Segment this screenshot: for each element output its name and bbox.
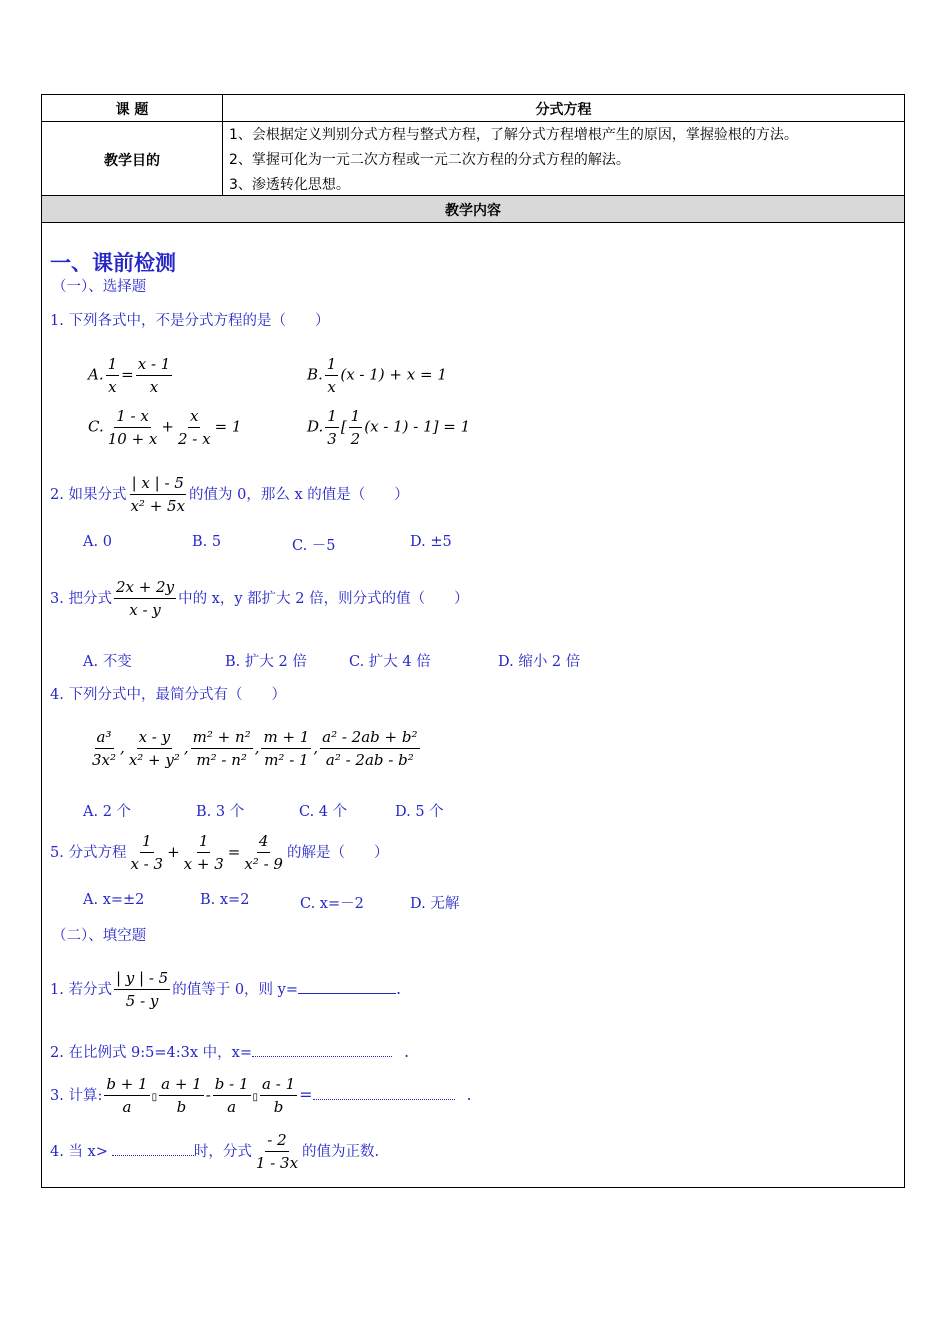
goal-label: 教学目的 [104,153,160,169]
q3-stem [50,576,469,621]
stem-text: 的解是（ ） [286,845,389,861]
row-divider [42,121,904,122]
denominator: 1 - 3x [255,1154,299,1172]
numerator: b - 1 [213,1073,251,1096]
math-text: [ [340,417,347,436]
denominator: m² - n² [196,751,247,769]
denominator: 3x² [92,751,117,769]
denominator: a [227,1098,237,1116]
numerator: m² + n² [191,726,253,749]
content-label: 教学内容 [445,203,501,219]
denominator: x² + y² [128,751,180,769]
topic-value: 分式方程 [535,102,592,118]
q3-option-b: B. 扩大 2 倍 [225,654,307,670]
goal-item: 3、渗透转化思想。 [229,177,350,193]
answer-blank[interactable] [252,1056,392,1057]
math-text: = 1 [214,417,242,436]
q4-option-b: B. 3 个 [196,804,245,820]
f4-stem [50,1129,379,1174]
q3-option-c: C. 扩大 4 倍 [349,654,431,670]
math-text: = [227,843,241,861]
stem-text: 3. 计算: [50,1088,103,1104]
goal-item: 2、掌握可化为一元二次方程或一元二次方程的分式方程的解法。 [229,152,630,168]
q3-option-d: D. 缩小 2 倍 [498,654,581,670]
stem-text: 的值为正数. [302,1144,380,1160]
math-text: (x - 1) + x = 1 [340,365,447,384]
q1-option-a: A. $\frac{1}{x}$ = $\frac{x - 1}{x}$ [88,355,171,396]
part2-title: （二）、填空题 [52,928,147,944]
stem-text: 3. 把分式 [50,591,112,607]
numerator: b + 1 [104,1073,149,1096]
denominator: 10 + x [107,430,158,448]
numerator: 4 [257,830,271,853]
denominator: 3 [327,430,337,448]
numerator: x - 1 [136,353,173,376]
section-title: 一、课前检测 [50,251,176,275]
q5-option-b: B. x=2 [200,892,250,908]
q4-option-c: C. 4 个 [299,804,348,820]
numerator: a - 1 [260,1073,297,1096]
numerator: 1 [197,830,211,853]
numerator: x [188,405,200,428]
q1-option-b [307,353,447,398]
option-label: D. [307,417,324,436]
f2-stem [50,1041,409,1062]
q2-option-a: A. 0 [83,534,112,550]
f1-stem [50,967,401,1012]
numerator: a² - 2ab + b² [320,726,419,749]
math-text: ▯ [151,1092,158,1103]
denominator: 2 - x [177,430,211,448]
denominator: a [122,1098,132,1116]
q2-option-d: D. ±5 [410,534,452,550]
q2-option-c: C. －5 [292,538,336,554]
math-text: (x - 1) - 1] = 1 [364,417,471,436]
numerator: | y | - 5 [114,967,170,990]
goal-item: 1、会根据定义判别分式方程与整式方程，了解分式方程增根产生的原因，掌握验根的方法。 [229,127,798,143]
q1-option-c: C. $\frac{1 - x}{10 + x}$ + $\frac{x}{2 - x}$ = 1 [88,407,242,448]
stem-text: 2. 在比例式 9:5=4:3x 中，x= [50,1045,252,1061]
stem-text: . [404,1042,410,1061]
stem-text: . [466,1085,472,1104]
q5-option-a: A. x=±2 [83,892,145,908]
stem-text: 中的 x，y 都扩大 2 倍，则分式的值（ ） [178,591,469,607]
row-divider [42,222,904,223]
stem-text: 时，分式 [193,1144,252,1160]
denominator: a² - 2ab - b² [325,751,414,769]
stem-text: 5. 分式方程 [50,845,127,861]
stem-text: 4. 当 x> [50,1144,108,1160]
numerator: 1 - x [114,405,151,428]
q5-option-d: D. 无解 [410,896,460,912]
answer-blank[interactable] [298,993,396,994]
denominator: 5 - y [125,992,159,1010]
numerator: | x | - 5 [130,472,186,495]
lesson-table [41,94,905,1188]
numerator: x - y [137,726,173,749]
f3-stem [50,1073,472,1118]
denominator: x² - 9 [244,855,283,873]
numerator: 1 [349,405,363,428]
math-text: + [167,843,180,861]
q5-stem [50,830,388,875]
numerator: 1 [140,830,154,853]
numerator: 1 [325,353,339,376]
numerator: a + 1 [159,1073,204,1096]
denominator: x - 3 [130,855,164,873]
q1-stem: 1. 下列各式中，不是分式方程的是（ ） [50,313,330,329]
topic-label: 课 题 [115,102,149,118]
math-text: - [205,1086,211,1104]
math-text: ▯ [252,1092,259,1103]
option-label: C. [88,417,104,436]
part1-title: （一）、选择题 [52,279,147,295]
denominator: x [149,378,159,396]
q4-fractions: $\frac{\text{a³}}{\text{3x²}}$ , $\frac{x - y}{\text{x² + y²}}$ , $\frac{\text{m² + n²}}{\text{m² - n²}}$ , $\frac{m + 1}{\text{m² - 1}}$ , $\frac{\text{a² - 2ab + b²}}{\text{a² - 2ab - b²}}$ [92,728,418,769]
denominator: x [108,378,117,396]
answer-blank[interactable] [313,1099,455,1100]
q1-option-d [307,405,470,450]
stem-text: 的值等于 0，则 y= [172,982,299,998]
numerator: a³ [95,726,114,749]
stem-text: 1. 若分式 [50,982,112,998]
denominator: x - y [129,601,161,619]
denominator: m² - 1 [264,751,309,769]
option-label: A. [88,365,104,384]
q4-stem: 4. 下列分式中，最简分式有（ ） [50,687,286,703]
denominator: x + 3 [183,855,224,873]
q2-option-b: B. 5 [192,534,222,550]
stem-text: . [396,979,402,998]
numerator: m + 1 [261,726,311,749]
numerator: 2x + 2y [114,576,176,599]
q5-option-c: C. x=－2 [300,896,364,912]
numerator: 1 [325,405,339,428]
q4-option-d: D. 5 个 [395,804,444,820]
q4-option-a: A. 2 个 [83,804,132,820]
denominator: b [273,1098,284,1116]
q3-option-a: A. 不变 [83,654,132,670]
stem-text: 2. 如果分式 [50,487,127,503]
denominator: x [327,378,336,396]
numerator: 1 [106,353,120,376]
denominator: 2 [350,430,361,448]
numerator: - 2 [265,1129,288,1152]
option-label: B. [307,365,323,384]
answer-blank[interactable] [112,1155,194,1156]
denominator: b [176,1098,187,1116]
stem-text: 的值为 0，那么 x 的值是（ ） [189,487,409,503]
stem-text: = [299,1085,313,1104]
q2-stem [50,472,409,517]
denominator: x² + 5x [130,497,186,515]
